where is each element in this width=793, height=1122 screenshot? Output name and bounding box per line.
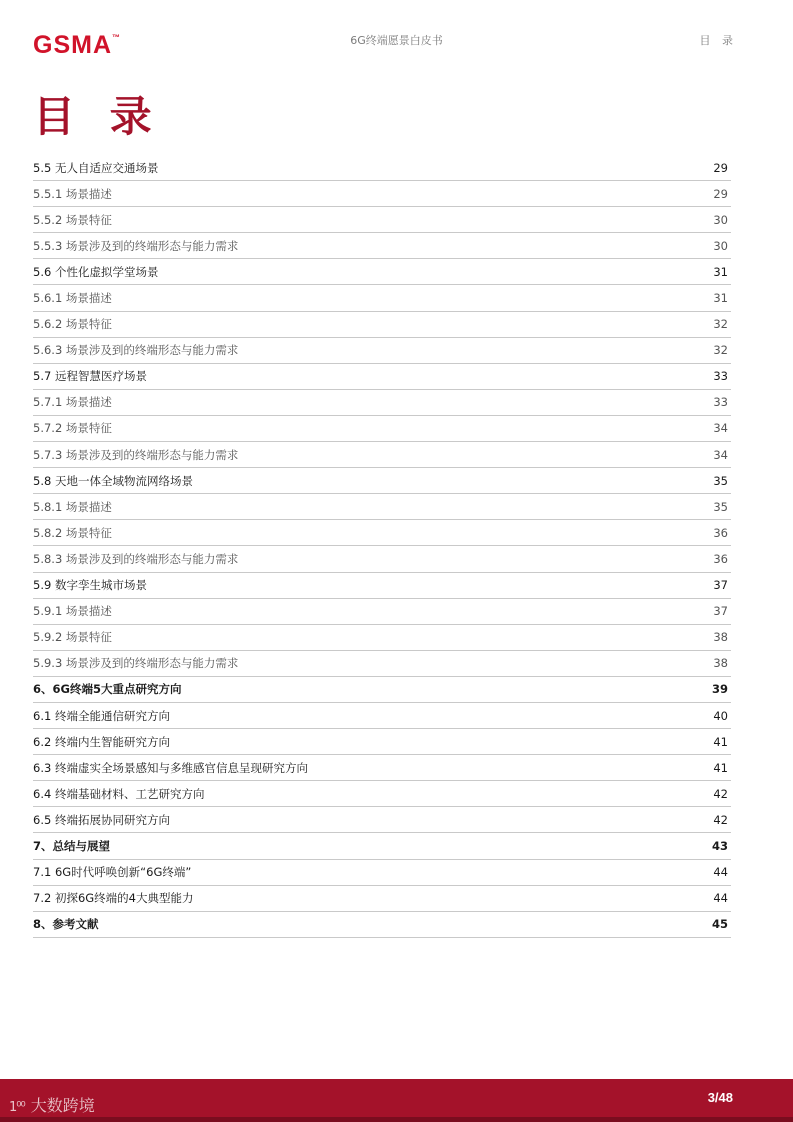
toc-entry-title: 6.1 终端全能通信研究方向 xyxy=(33,708,170,723)
toc-entry-page: 32 xyxy=(713,317,728,332)
toc-entry[interactable] xyxy=(33,599,731,625)
toc-entry-page: 31 xyxy=(713,264,728,279)
toc-entry[interactable] xyxy=(33,886,731,912)
toc-entry-page: 35 xyxy=(713,499,728,514)
toc-entry[interactable] xyxy=(33,494,731,520)
toc-entry-title: 5.6 个性化虚拟学堂场景 xyxy=(33,264,159,279)
toc-entry[interactable] xyxy=(33,442,731,468)
toc-entry-page: 43 xyxy=(711,838,728,853)
toc-entry-title: 6.3 终端虚实全场景感知与多维感官信息呈现研究方向 xyxy=(33,760,308,775)
toc-entry-page: 36 xyxy=(713,551,728,566)
toc-entry-page: 37 xyxy=(713,604,728,619)
toc-entry-title: 5.7.1 场景描述 xyxy=(33,395,112,410)
toc-entry[interactable] xyxy=(33,520,731,546)
toc-entry[interactable] xyxy=(33,833,731,859)
toc-entry[interactable] xyxy=(33,390,731,416)
toc-entry-page: 39 xyxy=(711,682,728,697)
toc-entry-title: 5.7.3 场景涉及到的终端形态与能力需求 xyxy=(33,447,239,462)
toc-entry-title: 7.1 6G时代呼唤创新“6G终端” xyxy=(33,865,192,880)
toc-entry-page: 42 xyxy=(713,812,728,827)
document-title: 6G终端愿景白皮书 xyxy=(350,34,443,47)
toc-entry-page: 31 xyxy=(713,291,728,306)
toc-entry-title: 8、参考文献 xyxy=(33,917,99,932)
toc-entry-page: 35 xyxy=(713,473,728,488)
toc-entry-page: 38 xyxy=(713,656,728,671)
toc-entry[interactable] xyxy=(33,364,731,390)
section-label: 目 录 xyxy=(699,34,737,47)
toc-entry-page: 29 xyxy=(713,186,728,201)
toc-entry-title: 5.6.2 场景特征 xyxy=(33,317,112,332)
watermark xyxy=(9,1093,95,1116)
toc-entry-title: 7、总结与展望 xyxy=(33,838,111,853)
toc-entry[interactable] xyxy=(33,312,731,338)
toc-entry-title: 5.8 天地一体全域物流网络场景 xyxy=(33,473,193,488)
toc-entry-page: 40 xyxy=(713,708,728,723)
toc-entry[interactable] xyxy=(33,573,731,599)
toc-entry-page: 37 xyxy=(713,578,728,593)
footer-strip xyxy=(0,1117,793,1122)
toc-entry-title: 5.9.3 场景涉及到的终端形态与能力需求 xyxy=(33,656,239,671)
toc-entry-page: 41 xyxy=(713,734,728,749)
toc-entry[interactable] xyxy=(33,651,731,677)
toc-entry-page: 42 xyxy=(713,786,728,801)
toc-entry-title: 5.7 远程智慧医疗场景 xyxy=(33,369,147,384)
toc-entry[interactable] xyxy=(33,912,731,938)
toc-entry-title: 5.5.1 场景描述 xyxy=(33,186,112,201)
toc-entry-title: 5.8.2 场景特征 xyxy=(33,525,112,540)
footer-bar xyxy=(0,1079,793,1122)
toc-entry-title: 6.4 终端基础材料、工艺研究方向 xyxy=(33,786,205,801)
toc-entry-title: 6、6G终端5大重点研究方向 xyxy=(33,682,182,697)
toc-entry[interactable] xyxy=(33,546,731,572)
toc-entry-page: 45 xyxy=(711,917,728,932)
toc-entry[interactable] xyxy=(33,207,731,233)
toc-entry-page: 44 xyxy=(713,891,728,906)
toc-entry[interactable] xyxy=(33,468,731,494)
gsma-logo-text: GSMA xyxy=(33,31,112,59)
toc-entry-page: 38 xyxy=(713,630,728,645)
table-of-contents xyxy=(33,155,731,938)
toc-entry[interactable] xyxy=(33,338,731,364)
toc-entry-title: 5.5.3 场景涉及到的终端形态与能力需求 xyxy=(33,238,239,253)
toc-entry[interactable] xyxy=(33,285,731,311)
toc-entry[interactable] xyxy=(33,181,731,207)
toc-entry[interactable] xyxy=(33,807,731,833)
toc-entry[interactable] xyxy=(33,677,731,703)
toc-entry[interactable] xyxy=(33,233,731,259)
page-heading: 目 录 xyxy=(33,92,162,141)
toc-entry-title: 5.8.3 场景涉及到的终端形态与能力需求 xyxy=(33,551,239,566)
toc-entry-page: 30 xyxy=(713,212,728,227)
toc-entry-page: 34 xyxy=(713,421,728,436)
toc-entry[interactable] xyxy=(33,155,731,181)
toc-entry-title: 6.5 终端拓展协同研究方向 xyxy=(33,812,170,827)
toc-entry-page: 41 xyxy=(713,760,728,775)
toc-entry[interactable] xyxy=(33,755,731,781)
toc-entry-title: 5.5.2 场景特征 xyxy=(33,212,112,227)
toc-entry-page: 29 xyxy=(713,160,728,175)
watermark-logo-icon: 1⁰⁰ xyxy=(9,1100,25,1115)
trademark-mark: ™ xyxy=(112,33,121,42)
toc-entry-title: 5.9.2 场景特征 xyxy=(33,630,112,645)
toc-entry[interactable] xyxy=(33,729,731,755)
toc-entry-title: 5.6.1 场景描述 xyxy=(33,291,112,306)
toc-entry-title: 5.9.1 场景描述 xyxy=(33,604,112,619)
toc-entry[interactable] xyxy=(33,625,731,651)
toc-entry-page: 33 xyxy=(713,395,728,410)
toc-entry[interactable] xyxy=(33,416,731,442)
toc-entry[interactable] xyxy=(33,860,731,886)
toc-entry-title: 5.7.2 场景特征 xyxy=(33,421,112,436)
toc-entry-title: 5.9 数字孪生城市场景 xyxy=(33,578,147,593)
toc-entry-page: 34 xyxy=(713,447,728,462)
toc-entry-title: 6.2 终端内生智能研究方向 xyxy=(33,734,170,749)
toc-entry-page: 33 xyxy=(713,369,728,384)
toc-entry[interactable] xyxy=(33,781,731,807)
toc-entry-title: 5.5 无人自适应交通场景 xyxy=(33,160,159,175)
toc-entry-page: 44 xyxy=(713,865,728,880)
toc-entry-title: 7.2 初探6G终端的4大典型能力 xyxy=(33,891,194,906)
toc-entry-page: 30 xyxy=(713,238,728,253)
page-number: 3/48 xyxy=(707,1090,733,1105)
watermark-text: 大数跨境 xyxy=(30,1096,95,1115)
toc-entry-title: 5.6.3 场景涉及到的终端形态与能力需求 xyxy=(33,343,239,358)
toc-entry-page: 36 xyxy=(713,525,728,540)
toc-entry-page: 32 xyxy=(713,343,728,358)
toc-entry[interactable] xyxy=(33,259,731,285)
toc-entry-title: 5.8.1 场景描述 xyxy=(33,499,112,514)
toc-entry[interactable] xyxy=(33,703,731,729)
